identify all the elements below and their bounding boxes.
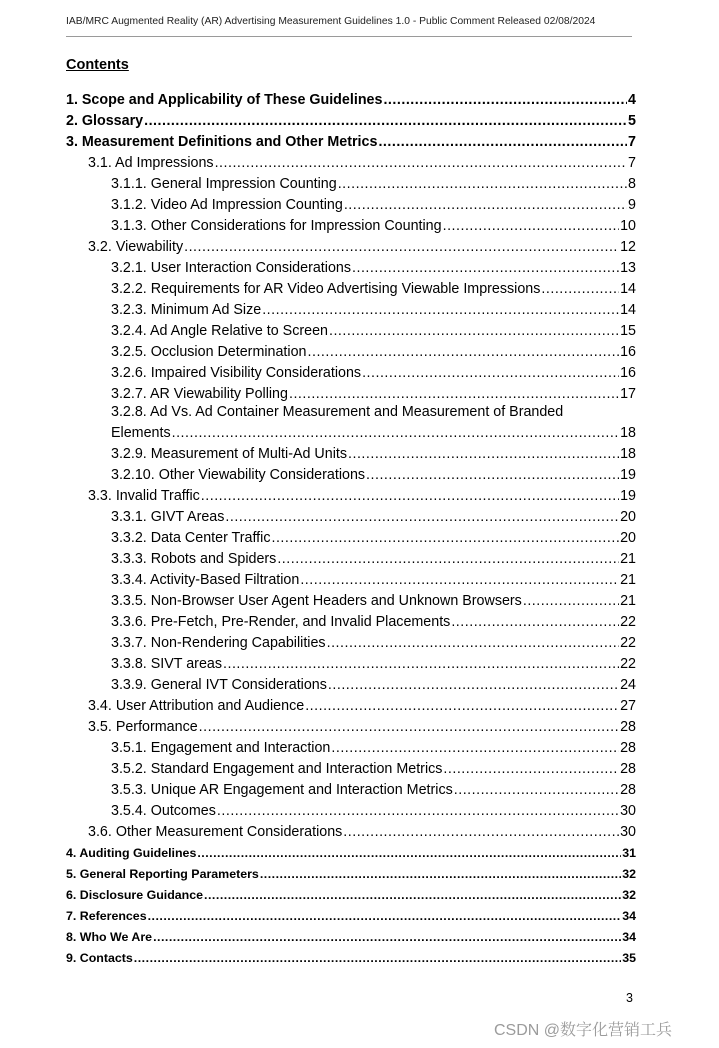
toc-entry-page: 22 bbox=[620, 614, 636, 630]
toc-entry-title: 3.2.6. Impaired Visibility Considerations bbox=[111, 365, 362, 381]
toc-entry-title: 3.2.5. Occlusion Determination bbox=[111, 344, 307, 360]
toc-entry-title: 3.5. Performance bbox=[88, 719, 198, 735]
page-number: 3 bbox=[626, 991, 633, 1005]
toc-entry-3-2[interactable] bbox=[66, 235, 636, 256]
toc-entry-title: 3.5.2. Standard Engagement and Interaction Metrics bbox=[111, 761, 443, 777]
toc-entry-page: 14 bbox=[620, 281, 636, 297]
toc-entry-6[interactable] bbox=[66, 883, 636, 904]
toc-entry-title: 3.2.7. AR Viewability Polling bbox=[111, 386, 288, 402]
toc-entry-page: 24 bbox=[620, 677, 636, 693]
toc-entry-page: 28 bbox=[620, 719, 636, 735]
toc-entry-3-2-8[interactable] bbox=[66, 403, 636, 442]
toc-entry-title: 3.5.4. Outcomes bbox=[111, 803, 216, 819]
toc-entry-page: 21 bbox=[620, 572, 636, 588]
toc-entry-page: 35 bbox=[622, 951, 636, 965]
toc-entry-page: 14 bbox=[620, 302, 636, 318]
toc-entry-title: 3.3.3. Robots and Spiders bbox=[111, 551, 277, 567]
toc-entry-3-2-6[interactable] bbox=[66, 361, 636, 382]
toc-entry-title: 6. Disclosure Guidance bbox=[66, 888, 204, 902]
toc-entry-3-3-7[interactable] bbox=[66, 631, 636, 652]
toc-entry-page: 34 bbox=[622, 930, 636, 944]
toc-entry-page: 28 bbox=[620, 740, 636, 756]
toc-entry-page: 7 bbox=[628, 134, 636, 150]
toc-entry-page: 16 bbox=[620, 344, 636, 360]
toc-entry-3-5-3[interactable] bbox=[66, 778, 636, 799]
toc-entry-3-1[interactable] bbox=[66, 151, 636, 172]
toc-entry-title: 3.3.4. Activity-Based Filtration bbox=[111, 572, 300, 588]
toc-entry-3-2-4[interactable] bbox=[66, 319, 636, 340]
toc-entry-title: 3.3.8. SIVT areas bbox=[111, 656, 222, 672]
toc-entry-title: 3.3.5. Non-Browser User Agent Headers and Unknown Browsers bbox=[111, 593, 522, 609]
toc-entry-title: 3.6. Other Measurement Considerations bbox=[88, 824, 343, 840]
toc-entry-title: 3.5.1. Engagement and Interaction bbox=[111, 740, 331, 756]
toc-entry-7[interactable] bbox=[66, 904, 636, 925]
toc-entry-title: 5. General Reporting Parameters bbox=[66, 867, 259, 881]
toc-entry-5[interactable] bbox=[66, 862, 636, 883]
toc-entry-4[interactable] bbox=[66, 841, 636, 862]
toc-entry-page: 18 bbox=[620, 446, 636, 462]
toc-entry-page: 10 bbox=[620, 218, 636, 234]
toc-entry-title: 1. Scope and Applicability of These Guidelines bbox=[66, 92, 383, 108]
toc-entry-title: 3.2.2. Requirements for AR Video Advertising Viewable Impressions bbox=[111, 281, 541, 297]
toc-entry-page: 15 bbox=[620, 323, 636, 339]
toc-entry-3-5-1[interactable] bbox=[66, 736, 636, 757]
toc-entry-3-5-2[interactable] bbox=[66, 757, 636, 778]
toc-entry-3-3-6[interactable] bbox=[66, 610, 636, 631]
toc-entry-title: 3.2.3. Minimum Ad Size bbox=[111, 302, 262, 318]
toc-entry-title: 7. References bbox=[66, 909, 147, 923]
toc-entry-title: 3.2.4. Ad Angle Relative to Screen bbox=[111, 323, 328, 339]
toc-entry-3-3-9[interactable] bbox=[66, 673, 636, 694]
toc-entry-page: 34 bbox=[622, 909, 636, 923]
toc-entry-title: 4. Auditing Guidelines bbox=[66, 846, 197, 860]
toc-entry-3-3-4[interactable] bbox=[66, 568, 636, 589]
toc-entry-title: 3.1.2. Video Ad Impression Counting bbox=[111, 197, 343, 213]
toc-entry-page: 4 bbox=[628, 92, 636, 108]
toc-entry-page: 30 bbox=[620, 803, 636, 819]
toc-entry-page: 20 bbox=[620, 509, 636, 525]
toc-entry-title: 8. Who We Are bbox=[66, 930, 153, 944]
toc-entry-title: 3.5.3. Unique AR Engagement and Interaction Metrics bbox=[111, 782, 453, 798]
toc-entry-3-3-2[interactable] bbox=[66, 526, 636, 547]
toc-entry-3-3-3[interactable] bbox=[66, 547, 636, 568]
toc-entry-page: 31 bbox=[622, 846, 636, 860]
toc-entry-3-3-1[interactable] bbox=[66, 505, 636, 526]
toc-entry-3-1-1[interactable] bbox=[66, 172, 636, 193]
toc-entry-title: 3.3.6. Pre-Fetch, Pre-Render, and Invalid Placements bbox=[111, 614, 451, 630]
toc-entry-page: 28 bbox=[620, 761, 636, 777]
toc-entry-3-2-1[interactable] bbox=[66, 256, 636, 277]
toc-entry-1[interactable] bbox=[66, 88, 636, 109]
toc-entry-page: 30 bbox=[620, 824, 636, 840]
toc-entry-8[interactable] bbox=[66, 925, 636, 946]
header-divider bbox=[66, 36, 632, 37]
toc-entry-3-2-5[interactable] bbox=[66, 340, 636, 361]
toc-entry-3-3-8[interactable] bbox=[66, 652, 636, 673]
toc-entry-page: 32 bbox=[622, 867, 636, 881]
contents-heading: Contents bbox=[66, 57, 129, 73]
toc-entry-3-2-10[interactable] bbox=[66, 463, 636, 484]
toc-entry-title: 3.1. Ad Impressions bbox=[88, 155, 214, 171]
toc-entry-3-3[interactable] bbox=[66, 484, 636, 505]
toc-entry-title: 2. Glossary bbox=[66, 113, 144, 129]
toc-entry-page: 16 bbox=[620, 365, 636, 381]
toc-entry-page: 19 bbox=[620, 467, 636, 483]
toc-entry-page: 5 bbox=[628, 113, 636, 129]
toc-entry-page: 9 bbox=[628, 197, 636, 213]
toc-entry-title: 9. Contacts bbox=[66, 951, 133, 965]
toc-entry-3-2-7[interactable] bbox=[66, 382, 636, 403]
toc-entry-3-4[interactable] bbox=[66, 694, 636, 715]
toc-entry-3-6[interactable] bbox=[66, 820, 636, 841]
running-header: IAB/MRC Augmented Reality (AR) Advertising Measurement Guidelines 1.0 - Public Comment Released 02/08/2024 bbox=[66, 16, 596, 27]
toc-entry-page: 7 bbox=[628, 155, 636, 171]
toc-entry-title: 3.3.1. GIVT Areas bbox=[111, 509, 225, 525]
toc-entry-title: 3.1.1. General Impression Counting bbox=[111, 176, 337, 192]
toc-entry-3-1-3[interactable] bbox=[66, 214, 636, 235]
toc-entry-title: 3.2.1. User Interaction Considerations bbox=[111, 260, 351, 276]
toc-entry-3-5[interactable] bbox=[66, 715, 636, 736]
toc-entry-2[interactable] bbox=[66, 109, 636, 130]
toc-entry-3[interactable] bbox=[66, 130, 636, 151]
toc-entry-page: 21 bbox=[620, 551, 636, 567]
toc-entry-title: 3.3.2. Data Center Traffic bbox=[111, 530, 271, 546]
toc-entry-page: 8 bbox=[628, 176, 636, 192]
toc-entry-page: 12 bbox=[620, 239, 636, 255]
toc-entry-3-2-9[interactable] bbox=[66, 442, 636, 463]
toc-entry-page: 21 bbox=[620, 593, 636, 609]
toc-entry-3-2-2[interactable] bbox=[66, 277, 636, 298]
toc-entry-title: 3.2. Viewability bbox=[88, 239, 184, 255]
toc-entry-page: 17 bbox=[620, 386, 636, 402]
toc-entry-3-2-3[interactable] bbox=[66, 298, 636, 319]
toc-entry-title: 3.3.9. General IVT Considerations bbox=[111, 677, 327, 693]
toc-entry-title: 3.3.7. Non-Rendering Capabilities bbox=[111, 635, 326, 651]
toc-entry-page: 20 bbox=[620, 530, 636, 546]
toc-entry-page: 22 bbox=[620, 656, 636, 672]
toc-entry-title: 3.3. Invalid Traffic bbox=[88, 488, 200, 504]
watermark: CSDN @数字化营销工兵 bbox=[494, 1022, 673, 1039]
toc-entry-title: 3.2.9. Measurement of Multi-Ad Units bbox=[111, 446, 347, 462]
toc-entry-9[interactable] bbox=[66, 946, 636, 967]
toc-entry-page: 27 bbox=[620, 698, 636, 714]
toc-entry-title: 3. Measurement Definitions and Other Metrics bbox=[66, 134, 378, 150]
toc-entry-title: 3.1.3. Other Considerations for Impression Counting bbox=[111, 218, 442, 234]
toc-entry-title: 3.4. User Attribution and Audience bbox=[88, 698, 305, 714]
toc-entry-page: 13 bbox=[620, 260, 636, 276]
toc-entry-page: 28 bbox=[620, 782, 636, 798]
toc-entry-page: 18 bbox=[620, 425, 636, 441]
toc-entry-3-3-5[interactable] bbox=[66, 589, 636, 610]
toc-entry-title: 3.2.8. Ad Vs. Ad Container Measurement and Measurement of Branded bbox=[111, 404, 564, 420]
toc-entry-title-continued: Elements bbox=[111, 425, 171, 441]
toc-entry-page: 32 bbox=[622, 888, 636, 902]
table-of-contents bbox=[66, 88, 636, 967]
toc-entry-3-5-4[interactable] bbox=[66, 799, 636, 820]
toc-entry-3-1-2[interactable] bbox=[66, 193, 636, 214]
toc-entry-page: 19 bbox=[620, 488, 636, 504]
toc-entry-page: 22 bbox=[620, 635, 636, 651]
toc-entry-title: 3.2.10. Other Viewability Considerations bbox=[111, 467, 366, 483]
